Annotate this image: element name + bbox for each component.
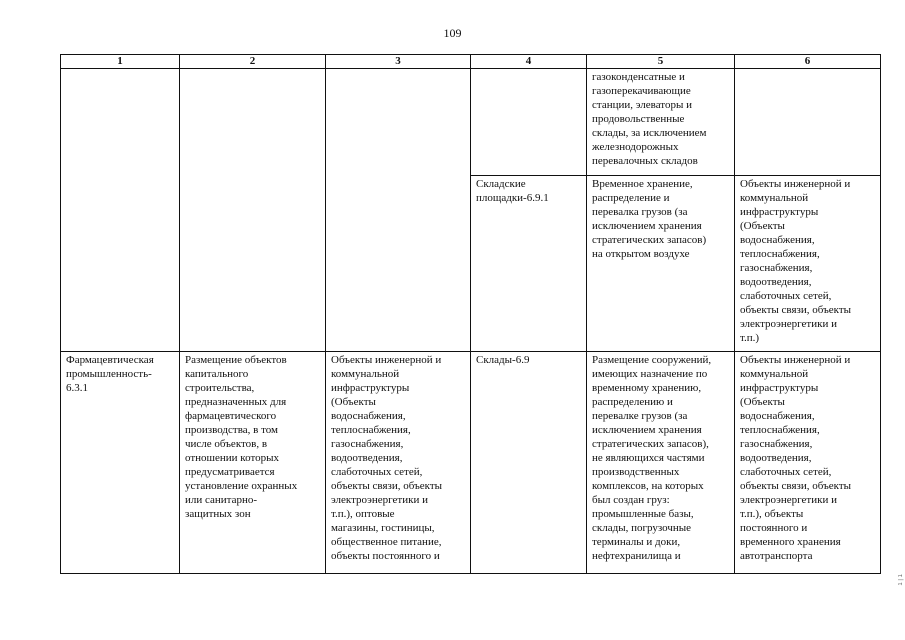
column-header-4: 4 — [471, 55, 587, 69]
page-number: 109 — [443, 26, 462, 40]
cell-conditional-use: Склады-6.9 — [471, 352, 587, 574]
margin-mark: 1 | 1 — [898, 574, 904, 586]
cell-main-use-description: Размещение объектов капитального строительства, предназначенных для фармацевтического производства, в том числе объектов, в отношении которых предусматривается установление охранных или санитарно- защитных зон — [180, 352, 326, 574]
cell-conditional-use: Складские площадки-6.9.1 — [471, 176, 587, 352]
cell-conditional-use-description: Размещение сооружений, имеющих назначение по временному хранению, распределению и перевалке грузов (за исключением хранения стратегических запасов), не являющихся частями производственных комплексов, на которых был создан груз: промышленные базы, склады, погрузочные терминалы и доки, нефтехранилища и — [587, 352, 735, 574]
column-header-2: 2 — [180, 55, 326, 69]
cell-main-use-description — [180, 69, 326, 352]
table-header-row — [61, 55, 881, 69]
cell-conditional-use-description: газоконденсатные и газоперекачивающие станции, элеваторы и продовольственные склады, за исключением железнодорожных перевалочных складов — [587, 69, 735, 176]
cell-auxiliary-use — [326, 69, 471, 352]
cell-conditional-use — [471, 69, 587, 176]
column-header-1: 1 — [61, 55, 180, 69]
table-row — [61, 69, 881, 176]
column-header-6: 6 — [735, 55, 881, 69]
table-row — [61, 352, 881, 574]
cell-conditional-use-description: Временное хранение, распределение и перевалка грузов (за исключением хранения стратегических запасов) на открытом воздухе — [587, 176, 735, 352]
cell-main-use: Фармацевтическая промышленность- 6.3.1 — [61, 352, 180, 574]
cell-auxiliary-use: Объекты инженерной и коммунальной инфраструктуры (Объекты водоснабжения, теплоснабжения, газоснабжения, водоотведения, слаботочных сетей, объекты связи, объекты электроэнергетики и т.п.), оптовые магазины, гостиницы, общественное питание, объекты постоянного и — [326, 352, 471, 574]
cell-conditional-auxiliary-use: Объекты инженерной и коммунальной инфраструктуры (Объекты водоснабжения, теплоснабжения, газоснабжения, водоотведения, слаботочных сетей, объекты связи, объекты электроэнергетики и т.п.), объекты постоянного и временного хранения автотранспорта — [735, 352, 881, 574]
column-header-5: 5 — [587, 55, 735, 69]
cell-conditional-auxiliary-use — [735, 69, 881, 176]
cell-main-use — [61, 69, 180, 352]
column-header-3: 3 — [326, 55, 471, 69]
cell-conditional-auxiliary-use: Объекты инженерной и коммунальной инфраструктуры (Объекты водоснабжения, теплоснабжения, газоснабжения, водоотведения, слаботочных сетей, объекты связи, объекты электроэнергетики и т.п.) — [735, 176, 881, 352]
land-use-table — [60, 54, 881, 574]
